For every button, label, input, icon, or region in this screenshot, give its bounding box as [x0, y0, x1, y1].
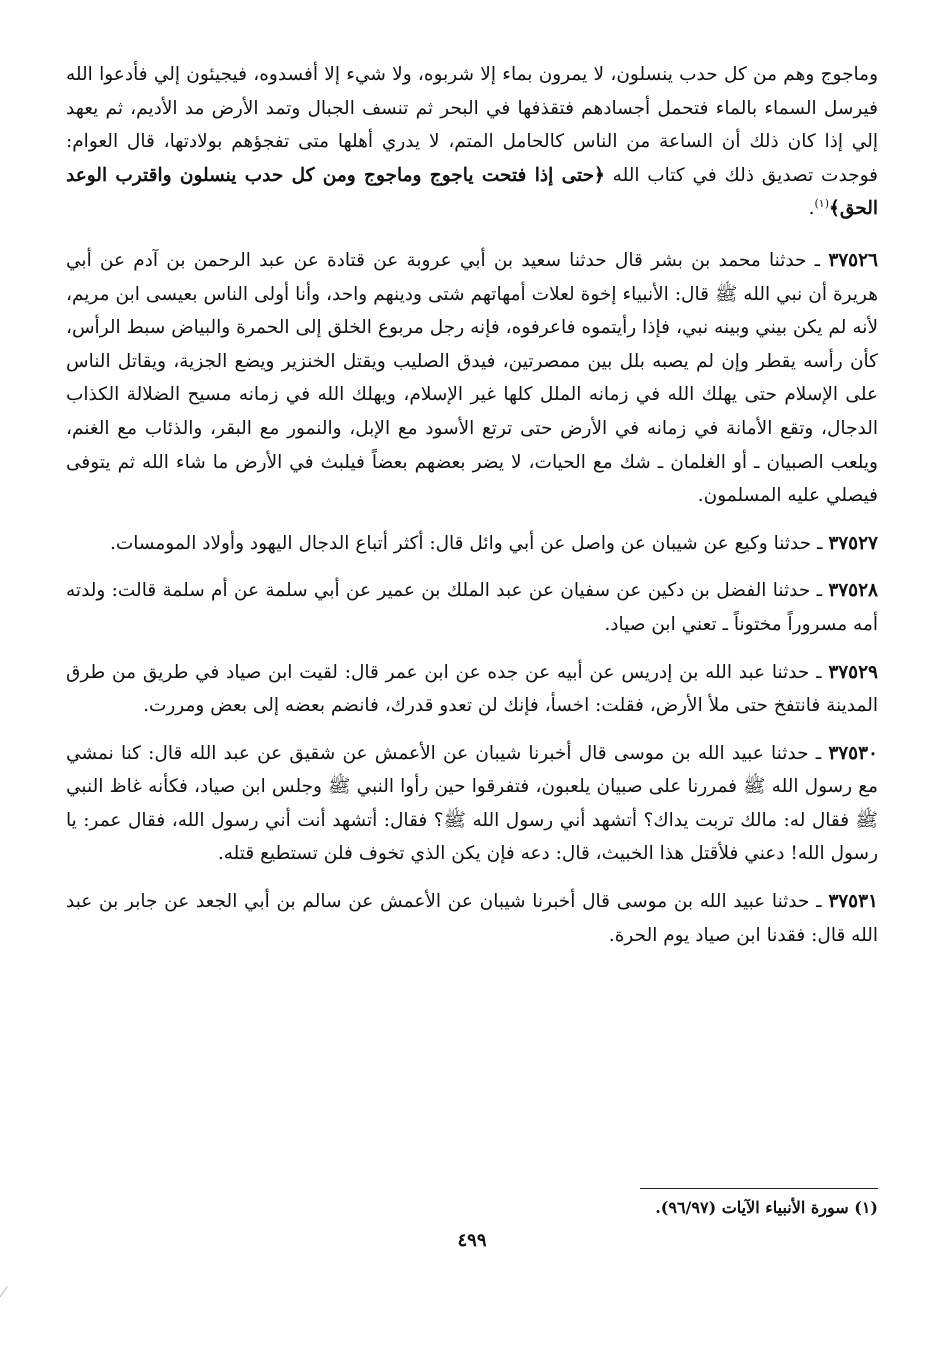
- hadith-text: ـ حدثنا محمد بن بشر قال حدثنا سعيد بن أبي عروبة عن قتادة عن عبد الرحمن بن آدم عن أبي هريرة أن نبي الله ﷺ قال: الأنبياء إخوة لعلات أمهاتهم شتى ودينهم واحد، وأنا أولى الناس بعيسى ابن مريم، لأنه لم يكن بيني وبينه نبي، فإذا رأيتموه فاعرفوه، فإنه رجل مربوع الخلق إلى الحمرة والبياض سبط الرأس، كأن رأسه يقطر وإن لم يصبه بلل بين ممصرتين، فيدق الصليب ويقتل الخنزير ويضع الجزية، ويقاتل الناس على الإسلام حتى يهلك الله في زمانه الملل كلها غير الإسلام، ويهلك الله في زمانه مسيح الضلالة الكذاب الدجال، وتقع الأمانة في زمانه في الأرض حتى ترتع الأسود مع الإبل، والنمور مع البقر، والذئاب مع الغنم، ويلعب الصبيان ـ أو الغلمان ـ شك مع الحيات، لا يضر بعضهم بعضاً فيلبث في الأرض ما شاء الله ثم يتوفى فيصلي عليه المسلمون.: [66, 249, 878, 507]
- paragraph-text: وماجوج وهم من كل حدب ينسلون، لا يمرون بماء إلا شربوه، ولا شيء إلا أفسدوه، فيجيئون إلي فأدعوا الله فيرسل السماء بالماء فتحمل أجسادهم فتقذفها في البحر ثم تنسف الجبال وتمد الأرض مد الأديم، ثم يعهد إلي إذا كان ذلك أن الساعة من الناس كالحامل المتم، لا يدري أهلها متى تفجؤهم بولادتها، قال العوام: فوجدت تصديق ذلك في كتاب الله: [66, 64, 878, 186]
- hadith-37530: [66, 737, 878, 871]
- paragraph-continuation: [66, 58, 878, 226]
- hadith-37529: [66, 656, 878, 723]
- footnote: (١) سورة الأنبياء الآيات (٩٦/٩٧).: [655, 1198, 878, 1217]
- paragraph-end: .: [808, 198, 815, 220]
- hadith-text: ـ حدثنا عبيد الله بن موسى قال أخبرنا شيبان عن الأعمش عن سالم بن أبي الجعد عن جابر بن عبد الله قال: فقدنا ابن صياد يوم الحرة.: [66, 891, 878, 946]
- hadith-37526: [66, 244, 878, 513]
- quran-quote: ﴿حتى إذا فتحت ياجوج وماجوج ومن كل حدب ينسلون واقترب الوعد الحق﴾: [66, 164, 878, 220]
- hadith-number: ٣٧٥٢٨: [828, 580, 878, 602]
- footnote-divider: [640, 1188, 878, 1189]
- hadith-number: ٣٧٥٢٩: [828, 661, 878, 683]
- margin-mark: [0, 1286, 16, 1304]
- hadith-text: ـ حدثنا وكيع عن شيبان عن واصل عن أبي وائل قال: أكثر أتباع الدجال اليهود وأولاد المومسات.: [109, 532, 829, 554]
- hadith-number: ٣٧٥٣١: [828, 891, 878, 913]
- hadith-text: ـ حدثنا الفضل بن دكين عن سفيان عن عبد الملك بن عمير عن أبي سلمة عن أم سلمة قالت: ولدته أمه مسروراً مختوناً ـ تعني ابن صياد.: [66, 580, 878, 635]
- footnote-ref[interactable]: (١): [814, 197, 829, 211]
- hadith-37531: [66, 885, 878, 952]
- hadith-text: ـ حدثنا عبد الله بن إدريس عن أبيه عن جده عن ابن عمر قال: لقيت ابن صياد في طريق من طرق المدينة فانتفخ حتى ملأ الأرض، فقلت: اخسأ، فإنك لن تعدو قدرك، فانضم بعضه إلى بعض ومررت.: [66, 661, 878, 717]
- hadith-number: ٣٧٥٢٧: [828, 532, 878, 554]
- page-number: ٤٩٩: [457, 1230, 487, 1251]
- hadith-37528: [66, 574, 878, 641]
- hadith-number: ٣٧٥٢٦: [828, 249, 878, 271]
- hadith-number: ٣٧٥٣٠: [828, 742, 878, 764]
- page-body: [66, 58, 878, 966]
- hadith-text: ـ حدثنا عبيد الله بن موسى قال أخبرنا شيبان عن الأعمش عن شقيق عن عبد الله قال: كنا نمشي مع رسول الله ﷺ فمررنا على صبيان يلعبون، فتفرقوا حين رأوا النبي ﷺ وجلس ابن صياد، فكأنه غاظ النبي ﷺ فقال له: مالك تربت يداك؟ أتشهد أني رسول الله ﷺ؟ فقال: أتشهد أنت أني رسول الله، فقال عمر: يا رسول الله! دعني فلأقتل هذا الخبيث، قال: دعه فإن يكن الذي تخوف فلن تستطيع قتله.: [66, 742, 878, 865]
- hadith-37527: [66, 527, 878, 561]
